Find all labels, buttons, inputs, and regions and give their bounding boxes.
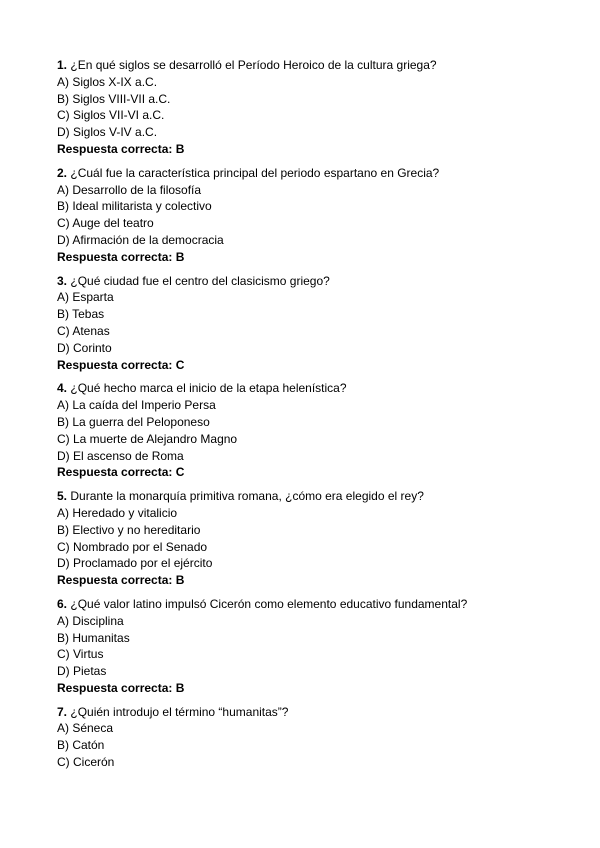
option-a: A) Séneca [57, 721, 114, 736]
question-block [57, 488, 557, 589]
question-number: 5. [57, 489, 68, 504]
question-text: ¿Qué ciudad fue el centro del clasicismo griego? [70, 273, 330, 288]
quiz-list [57, 57, 557, 778]
question-number: 4. [57, 381, 68, 396]
option-a: A) Esparta [57, 290, 114, 305]
option-c: C) Auge del teatro [57, 216, 154, 231]
option-b: B) Siglos VIII-VII a.C. [57, 91, 171, 106]
correct-answer: Respuesta correcta: B [57, 141, 185, 156]
option-a: A) Desarrollo de la filosofía [57, 182, 202, 197]
question-text: ¿Cuál fue la característica principal del periodo espartano en Grecia? [70, 165, 440, 180]
correct-answer: Respuesta correcta: C [57, 465, 185, 480]
correct-answer: Respuesta correcta: B [57, 680, 185, 695]
option-d: D) Siglos V-IV a.C. [57, 125, 158, 140]
question-block [57, 704, 557, 771]
question-line [57, 488, 557, 505]
option-d: D) El ascenso de Roma [57, 448, 184, 463]
option-b: B) Catón [57, 738, 105, 753]
option-d: D) Corinto [57, 340, 112, 355]
question-text: Durante la monarquía primitiva romana, ¿cómo era elegido el rey? [70, 489, 424, 504]
question-number: 6. [57, 596, 68, 611]
option-b: B) Tebas [57, 307, 105, 322]
option-d: D) Proclamado por el ejército [57, 556, 213, 571]
option-d: D) Pietas [57, 664, 107, 679]
question-line [57, 165, 557, 182]
question-line [57, 596, 557, 613]
correct-answer: Respuesta correcta: C [57, 357, 185, 372]
question-line [57, 57, 557, 74]
question-text: ¿En qué siglos se desarrolló el Período Heroico de la cultura griega? [70, 58, 437, 72]
option-b: B) Humanitas [57, 630, 130, 645]
option-a: A) Disciplina [57, 613, 124, 628]
question-block [57, 596, 557, 697]
question-block [57, 380, 557, 481]
option-c: C) Virtus [57, 647, 104, 662]
option-a: A) La caída del Imperio Persa [57, 398, 216, 413]
option-b: B) La guerra del Peloponeso [57, 414, 210, 429]
question-block [57, 165, 557, 266]
question-number: 2. [57, 165, 68, 180]
question-line [57, 273, 557, 290]
option-a: A) Heredado y vitalicio [57, 505, 178, 520]
question-block [57, 273, 557, 374]
question-number: 7. [57, 704, 68, 719]
question-block [57, 57, 557, 158]
option-b: B) Ideal militarista y colectivo [57, 199, 212, 214]
correct-answer: Respuesta correcta: B [57, 249, 185, 264]
option-c: C) Siglos VII-VI a.C. [57, 108, 165, 123]
option-c: C) Nombrado por el Senado [57, 539, 208, 554]
question-line [57, 380, 557, 397]
correct-answer: Respuesta correcta: B [57, 573, 185, 588]
question-text: ¿Qué hecho marca el inicio de la etapa helenística? [70, 381, 347, 396]
question-line [57, 704, 557, 721]
question-text: ¿Quién introdujo el término “humanitas”? [70, 704, 289, 719]
question-number: 3. [57, 273, 68, 288]
option-c: C) Cicerón [57, 755, 115, 770]
option-c: C) La muerte de Alejandro Magno [57, 431, 238, 446]
option-b: B) Electivo y no hereditario [57, 522, 201, 537]
question-text: ¿Qué valor latino impulsó Cicerón como elemento educativo fundamental? [70, 596, 468, 611]
option-a: A) Siglos X-IX a.C. [57, 74, 158, 89]
option-d: D) Afirmación de la democracia [57, 232, 224, 247]
question-number: 1. [57, 58, 68, 72]
option-c: C) Atenas [57, 323, 110, 338]
